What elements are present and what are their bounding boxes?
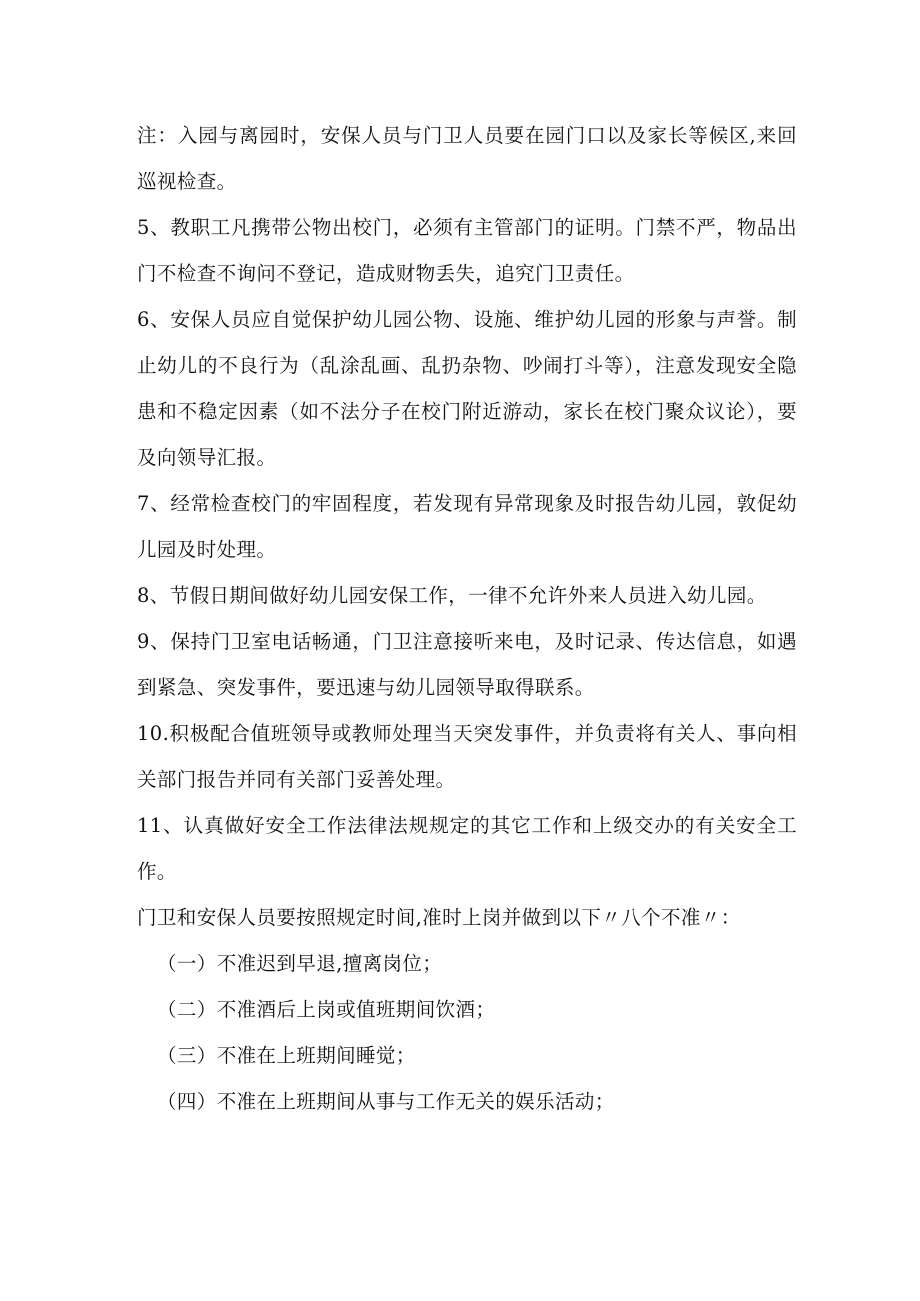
paragraph-note: 注：入园与离园时，安保人员与门卫人员要在园门口以及家长等候区,来回巡视检查。 — [137, 124, 797, 193]
rule-item-3: （三）不准在上班期间睡觉； — [157, 1044, 416, 1067]
paragraph-rules-intro: 门卫和安保人员要按照规定时间,准时上岗并做到以下〃八个不准〃： — [137, 906, 741, 929]
paragraph-item-7: 7、经常检查校门的牢固程度，若发现有异常现象及时报告幼儿园，敦促幼儿园及时处理。 — [137, 492, 797, 561]
paragraph-item-6: 6、安保人员应自觉保护幼儿园公物、设施、维护幼儿园的形象与声誉。制止幼儿的不良行为（乱涂乱画、乱扔杂物、吵闹打斗等），注意发现安全隐患和不稳定因素（如不法分子在校门附近游动，家长在校门聚众议论），要及向领导汇报。 — [137, 308, 797, 469]
rule-item-1: （一）不准迟到早退,擅离岗位； — [157, 952, 443, 975]
document-body — [137, 113, 797, 1125]
paragraph-item-9: 9、保持门卫室电话畅通，门卫注意接听来电，及时记录、传达信息，如遇到紧急、突发事件，要迅速与幼儿园领导取得联系。 — [137, 630, 797, 699]
paragraph-item-8: 8、节假日期间做好幼儿园安保工作，一律不允许外来人员进入幼儿园。 — [137, 584, 767, 607]
paragraph-item-5: 5、教职工凡携带公物出校门，必须有主管部门的证明。门禁不严，物品出门不检查不询问不登记，造成财物丢失，追究门卫责任。 — [137, 216, 797, 285]
paragraph-item-11: 11、认真做好安全工作法律法规规定的其它工作和上级交办的有关安全工作。 — [137, 814, 797, 883]
rule-item-2: （二）不准酒后上岗或值班期间饮酒； — [157, 998, 496, 1021]
paragraph-item-10: 10.积极配合值班领导或教师处理当天突发事件，并负责将有关人、事向相关部门报告并同有关部门妥善处理。 — [137, 722, 797, 791]
rule-item-4: （四）不准在上班期间从事与工作无关的娱乐活动； — [157, 1090, 615, 1113]
